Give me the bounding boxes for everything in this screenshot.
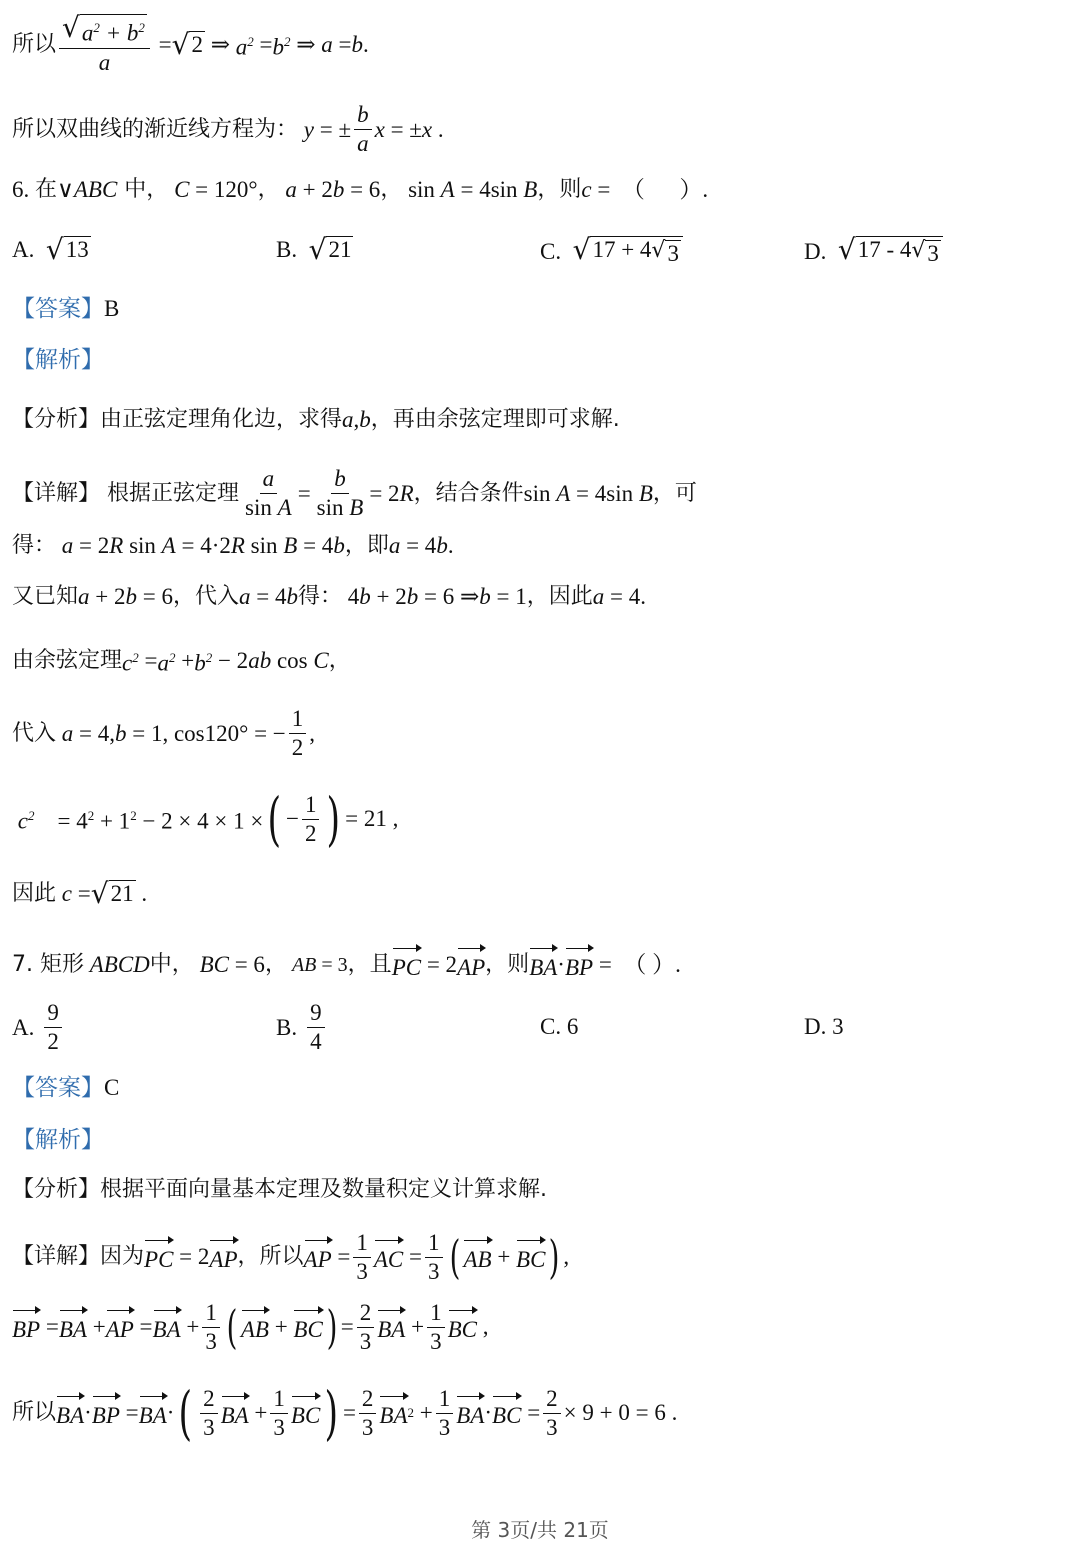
q7-analysis xyxy=(12,1124,104,1156)
fenxi-tag: 【分析】 xyxy=(12,407,101,432)
text-youyizhi: 又已知 xyxy=(12,584,79,609)
xiangjie-text: 根据正弦定理 xyxy=(107,480,240,506)
q7-ze: ，则 xyxy=(485,952,530,977)
q7-qie: ，且 xyxy=(347,952,392,977)
q7-c-label: C. 6 xyxy=(540,1014,579,1039)
q6-line-youyizhi: 又已知 a + 2 b = 6 ，代入 a = 4 b 得： 4 b + 2 b = 6 ⇒ b = 1 ，因此 a = 4. xyxy=(12,581,646,613)
q7-bp-line: BP = BA + AP = BA + $\frac{1}{3}$ ( AB + BC ) = $\frac{2}{3}$ BA + $\frac{1}{3}$ BC , xyxy=(12,1299,489,1354)
q7-option-b: B. $\frac{9}{4}$ xyxy=(276,1000,328,1055)
q7-d-label: D. 3 xyxy=(804,1014,844,1039)
text-asymptote: 所以双曲线的渐近线方程为： xyxy=(12,116,299,142)
q6-line-yuxian: 由余弦定理 $c^2$ = $a^2$ + $b^2$ − 2 ab cos C ， xyxy=(12,642,351,680)
q7-option-d xyxy=(804,1014,844,1040)
text-yinci: ，因此 xyxy=(526,584,593,609)
q6-fenxi: 【分析】 由正弦定理角化边，求得 a , b ，再由余弦定理即可求解. xyxy=(12,404,620,436)
q6-analysis-tag xyxy=(12,344,104,376)
text-suoyi: 所以 xyxy=(12,31,57,57)
q7-answer-tag: 【答案】 xyxy=(12,1075,104,1101)
q7-answer xyxy=(12,1072,119,1104)
q7-paren: （ ）. xyxy=(623,952,681,977)
q6-line-dairu: 代入 a = 4, b = 1, cos120° = − $\frac{1}{2}$ , xyxy=(12,706,316,760)
fenxi-text: 由正弦定理角化边，求得 xyxy=(100,407,343,432)
q7-suoyi2: 所以 xyxy=(12,1400,57,1425)
q7-a-label: A. xyxy=(12,1014,35,1040)
q7-xiangjie-tag: 【详解】 xyxy=(12,1244,101,1269)
q7-analysis-tag: 【解析】 xyxy=(12,1127,104,1153)
implies-symbol: ⇒ xyxy=(210,31,230,58)
analysis-tag: 【解析】 xyxy=(12,347,104,373)
question-7-stem: 7. 矩形 ABCD 中， BC = 6 ， AB = 3 ，且 PC = 2 AP ，则 BA · BP = （ ）. xyxy=(12,946,681,984)
q7-prefix: 7. 矩形 xyxy=(12,952,84,977)
question-6-stem: 6. 在 ∨ ABC 中， C = 120° ， a + 2 b = 6 ， sin A = 4sin B ，则 c = （ ）. xyxy=(12,177,709,202)
option-a: A. √ 13 xyxy=(12,233,89,266)
q7-option-c xyxy=(540,1014,578,1040)
q7-yinwei: 因为 xyxy=(100,1244,145,1269)
answer-tag: 【答案】 xyxy=(12,296,104,322)
q6-line-c2: $c^2$ = $4^2 + 1^2 - 2 \times 4 \times 1$ × ( − $\frac{1}{2}$ ) = 21 , xyxy=(12,785,399,853)
q7-zhong: 中， xyxy=(149,952,194,977)
q7-fenxi-text: 根据平面向量基本定理及数量积定义计算求解. xyxy=(100,1177,548,1202)
answer-value: B xyxy=(104,296,120,321)
q7-xiangjie: 【详解】 因为 PC = 2 AP ，所以 AP = $\frac{1}{3}$ AC = $\frac{1}{3}$ ( AB + BC ) , xyxy=(12,1229,570,1284)
q6-xiangjie: 【详解】 根据正弦定理 $\frac{a}{\text{sin A}}$ = $\frac{b}{\text{sin B}}$ = 2 R ，结合条件 sin A = 4sin B ，可 xyxy=(12,466,697,520)
q7-fenxi xyxy=(12,1174,547,1206)
page-footer: 第 3页/共 21页 xyxy=(471,1518,609,1542)
fraction: √ $a^2 + b^2$ a xyxy=(59,14,150,76)
q7-b-label: B. xyxy=(276,1014,298,1040)
q7-final-line: 所以 BA · BP = BA · ( $\frac{2}{3}$ BA + $\frac{1}{3}$ BC ) = $\frac{2}{3}$ BA 2 + $\frac{1}{3}$ BA · BC = $\frac{2}{3}$ × 9 + 0 = 6 . xyxy=(12,1379,678,1447)
option-d: D. √ 17 - 4 √ 3 xyxy=(804,236,943,267)
q6-line-result: 因此 c = √ 21 . xyxy=(12,877,148,910)
text-yinci2: 因此 xyxy=(12,881,57,906)
line-2: 所以双曲线的渐近线方程为： y = ± $\frac{b}{a}$ x = ± x . xyxy=(12,102,444,156)
text-ji: ，即 xyxy=(344,533,389,558)
xiangjie-text-2: ，结合条件 xyxy=(413,480,524,506)
fenxi-text-2: ，再由余弦定理即可求解. xyxy=(370,407,620,432)
q7-suoyi: ，所以 xyxy=(237,1244,304,1269)
text-dairu2: 代入 xyxy=(12,720,57,746)
xiangjie-tag: 【详解】 xyxy=(12,480,101,506)
q7-option-a: A. $\frac{9}{2}$ xyxy=(12,1000,65,1055)
line-1: 所以 √ $a^2 + b^2$ a = √ 2 ⇒ $a^2$ = $b^2$ ⇒ a = b . xyxy=(12,11,369,75)
q7-answer-value: C xyxy=(104,1075,120,1100)
option-c: C. √ 17 + 4 √ 3 xyxy=(540,236,683,267)
text-yuxian: 由余弦定理 xyxy=(12,647,123,673)
text-de: 得： xyxy=(12,533,57,558)
q7-fenxi-tag: 【分析】 xyxy=(12,1177,101,1202)
text-dairu: ，代入 xyxy=(172,584,239,609)
q6-answer xyxy=(12,293,119,325)
text-de2: 得： xyxy=(297,584,342,609)
option-b: B. √ 21 xyxy=(276,233,352,266)
q6-line-de: 得： a = 2 R sin A = 4·2 R sin B = 4 b ，即 a = 4 b . xyxy=(12,530,454,562)
xiangjie-text-3: ，可 xyxy=(652,480,697,506)
